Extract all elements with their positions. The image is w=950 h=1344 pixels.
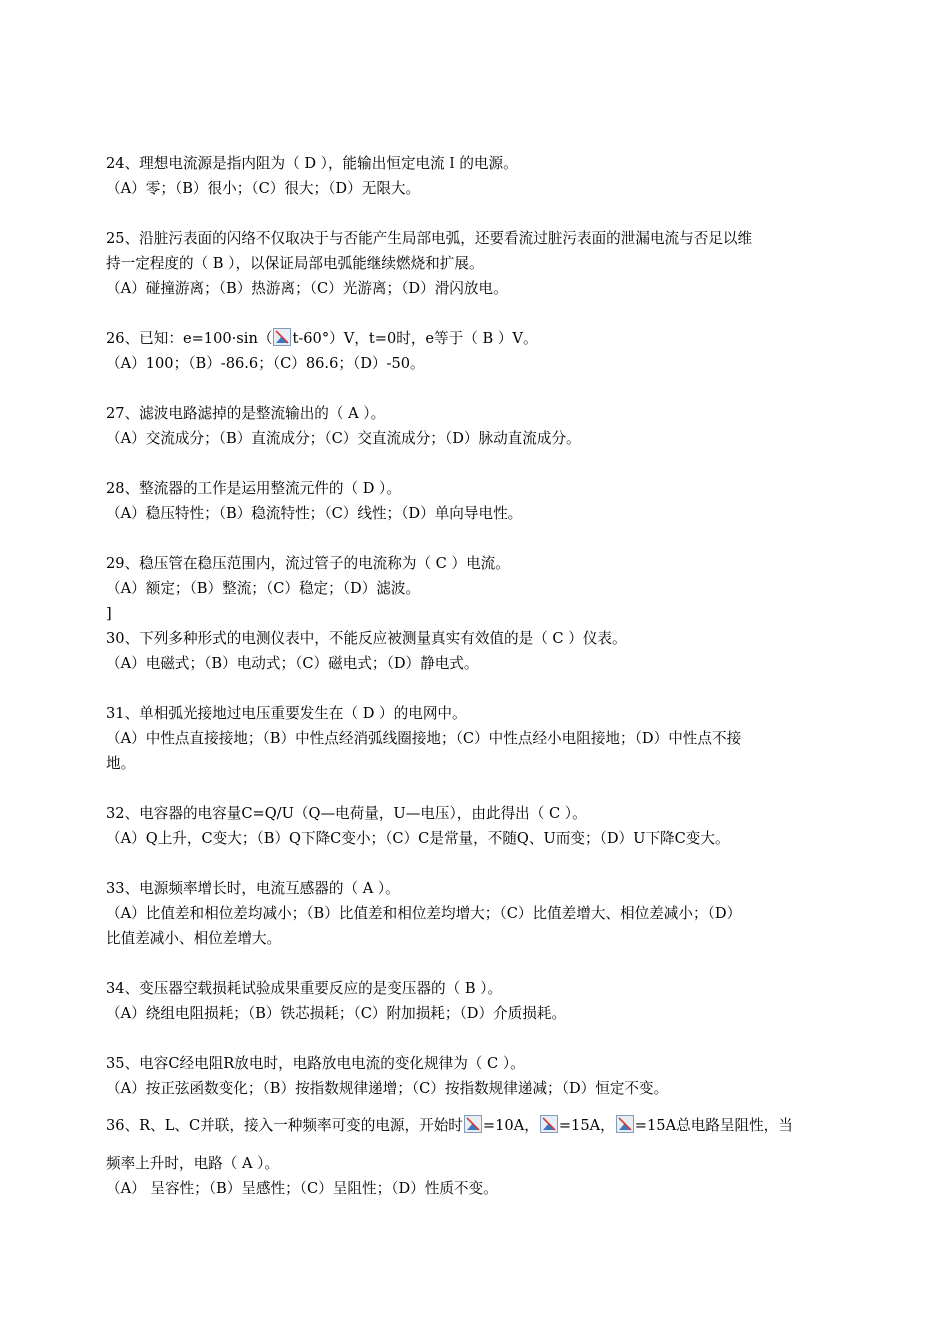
options-30: （A）电磁式；（B）电动式；（C）磁电式；（D）静电式。 — [106, 655, 479, 672]
question-36-part-4: =15A总电路呈阻性，当 — [634, 1117, 793, 1134]
options-34: （A）绕组电阻损耗；（B）铁芯损耗；（C）附加损耗；（D）介质损耗。 — [106, 1005, 567, 1022]
question-32: 32、电容器的电容量C=Q/U（Q—电荷量，U—电压），由此得出（ C ）。 — [106, 805, 587, 822]
document-page — [106, 151, 850, 1201]
options-33: （A）比值差和相位差均减小；（B）比值差和相位差均增大；（C）比值差增大、相位差减小；（D） — [106, 905, 742, 922]
question-28: 28、整流器的工作是运用整流元件的（ D ）。 — [106, 480, 401, 497]
question-26-pre: 26、已知：e=100·sin（ — [106, 330, 273, 347]
question-31: 31、单相弧光接地过电压重要发生在（ D ）的电网中。 — [106, 705, 467, 722]
question-36-part-2: =10A， — [482, 1117, 539, 1134]
question-33: 33、电源频率增长时，电流互感器的（ A ）。 — [106, 880, 400, 897]
question-36 — [106, 1101, 850, 1151]
options-24: （A）零；（B）很小；（C）很大；（D）无限大。 — [106, 180, 421, 197]
options-25: （A）碰撞游离；（B）热游离；（C）光游离；（D）滑闪放电。 — [106, 280, 508, 297]
options-35: （A）按正弦函数变化；（B）按指数规律递增；（C）按指数规律递减；（D）恒定不变。 — [106, 1080, 669, 1097]
broken-image-icon — [540, 1104, 558, 1122]
question-25: 25、沿脏污表面的闪络不仅取决于与否能产生局部电弧，还要看流过脏污表面的泄漏电流与否足以维 — [106, 230, 753, 247]
options-28: （A）稳压特性；（B）稳流特性；（C）线性；（D）单向导电性。 — [106, 505, 523, 522]
question-35: 35、电容C经电阻R放电时，电路放电电流的变化规律为（ C ）。 — [106, 1055, 525, 1072]
question-27: 27、滤波电路滤掉的是整流输出的（ A ）。 — [106, 405, 386, 422]
broken-image-icon — [464, 1104, 482, 1122]
options-31: （A）中性点直接接地；（B）中性点经消弧线圈接地；（C）中性点经小电阻接地；（D）中性点不接 — [106, 730, 742, 747]
stray-bracket: ] — [106, 605, 112, 622]
question-36-cont: 频率上升时，电路（ A ）。 — [106, 1155, 280, 1172]
options-27: （A）交流成分；（B）直流成分；（C）交直流成分；（D）脉动直流成分。 — [106, 430, 581, 447]
options-36: （A） 呈容性；（B）呈感性；（C）呈阻性；（D）性质不变。 — [106, 1180, 498, 1197]
question-29: 29、稳压管在稳压范围内，流过管子的电流称为（ C ）电流。 — [106, 555, 510, 572]
question-36-part-3: =15A， — [558, 1117, 615, 1134]
question-26-post: t-60°）V，t=0时，e等于（ B ）V。 — [292, 330, 538, 347]
options-32: （A）Q上升，C变大；（B）Q下降C变小；（C）C是常量，不随Q、U而变；（D）U下降C变大。 — [106, 830, 730, 847]
question-36-part-1: 36、R、L、C并联，接入一种频率可变的电源，开始时 — [106, 1117, 463, 1134]
broken-image-icon — [273, 328, 291, 346]
question-26 — [106, 326, 850, 351]
question-30: 30、下列多种形式的电测仪表中，不能反应被测量真实有效值的是（ C ）仪表。 — [106, 630, 627, 647]
broken-image-icon — [616, 1104, 634, 1122]
options-26: （A）100；（B）-86.6；（C）86.6；（D）-50。 — [106, 355, 425, 372]
question-25-cont: 持一定程度的（ B ），以保证局部电弧能继续燃烧和扩展。 — [106, 255, 484, 272]
options-31-cont: 地。 — [106, 755, 136, 772]
question-34: 34、变压器空载损耗试验成果重要反应的是变压器的（ B ）。 — [106, 980, 503, 997]
question-24: 24、理想电流源是指内阻为（ D ），能输出恒定电流Ｉ的电源。 — [106, 155, 518, 172]
options-29: （A）额定；（B）整流；（C）稳定；（D）滤波。 — [106, 580, 421, 597]
options-33-cont: 比值差减小、相位差增大。 — [106, 930, 282, 947]
